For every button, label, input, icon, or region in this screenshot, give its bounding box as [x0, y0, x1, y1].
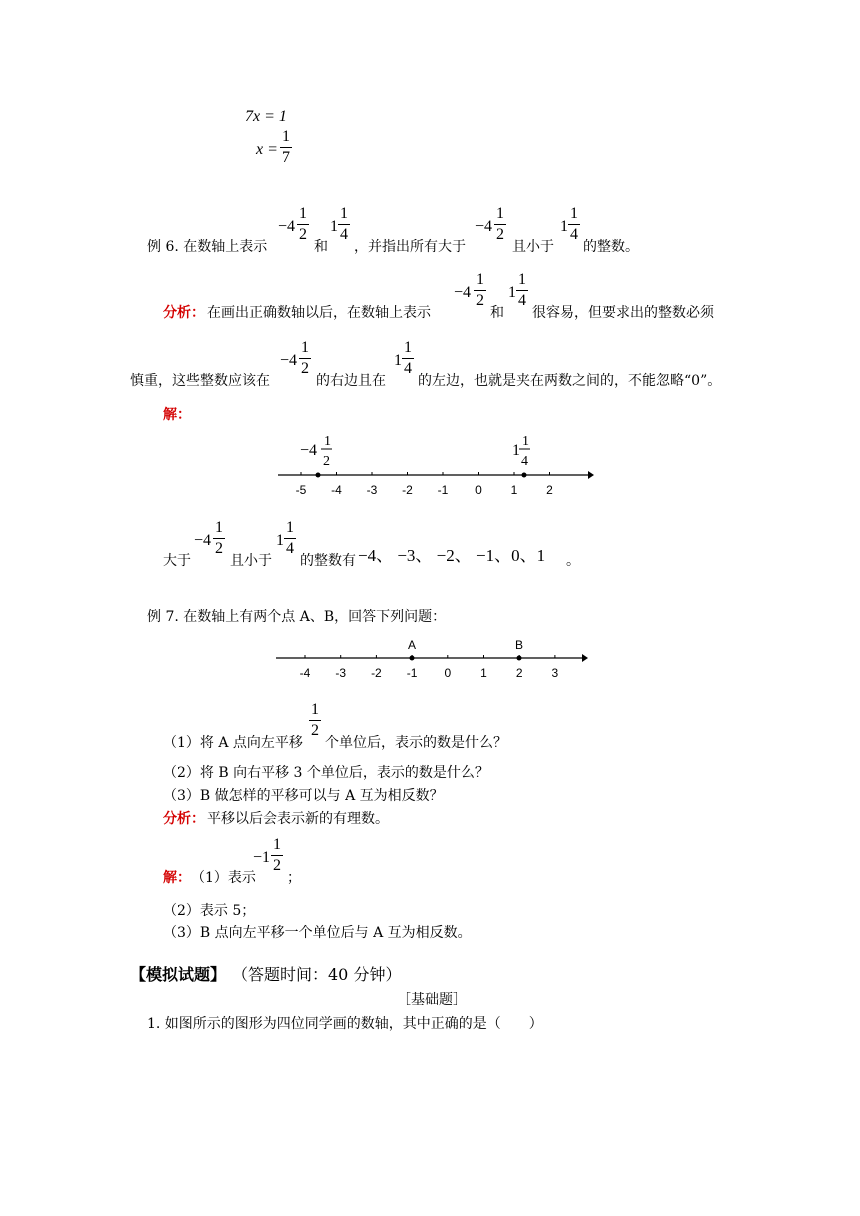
ex7-tick-label-7: 3 [551, 666, 559, 680]
ex6-analysis-and: 和 [490, 305, 504, 321]
ex7-tick-label-6: 2 [515, 666, 523, 680]
ex6-tick-label-3: -2 [402, 483, 413, 497]
equation-x-label: x = [256, 141, 278, 158]
ex7-number-line [270, 632, 600, 687]
label-pos-num: 1 [522, 434, 529, 449]
ex6-analysis-e: 的左边，也就是夹在两数之间的，不能忽略“0”。 [418, 373, 722, 389]
label-neg-num: 1 [324, 434, 331, 449]
ex6-pos-whole-2: 1 [560, 218, 568, 235]
ex6-suffix: 的整数。 [583, 239, 639, 255]
ex6-prefix: 例 6. 在数轴上表示 [147, 239, 268, 255]
ex6-analysis-neg-whole-2: −4 [280, 352, 298, 369]
ex6-answer-pos-fraction: 1 4 [286, 519, 294, 557]
ex6-tick-label-2: -3 [366, 483, 378, 497]
ex6-analysis-c: 慎重，这些整数应该在 [130, 373, 270, 389]
ex7-tick-label-5: 1 [480, 666, 487, 680]
ex7-s1-fraction: 1 2 [273, 836, 281, 874]
ex6-answer-b: 且小于 [230, 553, 272, 569]
ex6-analysis-neg-whole: −4 [454, 284, 472, 301]
ex7-s1: （1）表示 [191, 870, 256, 886]
ex6-analysis-b: 很容易，但要求出的整数必须 [532, 305, 714, 321]
ex7-s1-end: ； [287, 870, 301, 886]
ex6-tick-label-5: 0 [475, 483, 482, 497]
ex6-analysis-neg-fraction: 1 2 [476, 271, 484, 309]
ex6-and: 和 [314, 239, 328, 255]
ex7-solution-label: 解： [163, 870, 191, 886]
point-neg-4-half [316, 473, 321, 478]
ex6-neg-fraction-2: 1 2 [496, 205, 504, 243]
ex6-answer-a: 大于 [163, 553, 191, 569]
ex6-neg-fraction: 1 2 [299, 205, 307, 243]
ex7-q1a: （1）将 A 点向左平移 [163, 735, 303, 751]
mock-section: ［基础题］ [397, 992, 467, 1008]
ex6-analysis-a: 在画出正确数轴以后，在数轴上表示 [207, 305, 431, 321]
label-neg-whole: −4 [300, 442, 318, 459]
ex6-answer-neg-whole: −4 [194, 532, 212, 549]
ex6-answer-pos-whole: 1 [276, 532, 284, 549]
mock-time: （答题时间：40 分钟） [232, 965, 402, 984]
ex6-analysis-pos-fraction: 1 4 [518, 271, 526, 309]
ex6-answer-neg-fraction: 1 2 [215, 519, 223, 557]
ex7-s2: （2）表示 5； [163, 903, 256, 919]
point-a [410, 656, 415, 661]
ex6-answer-list: −4、 −3、 −2、 −1、0、1 [358, 546, 546, 565]
ex6-analysis-pos-fraction-2: 1 4 [404, 339, 412, 377]
ex7-tick-label-0: -4 [299, 666, 311, 680]
label-neg-den: 2 [323, 454, 330, 469]
ex6-pos-whole: 1 [330, 218, 338, 235]
ex6-answer-c: 的整数有 [300, 553, 356, 569]
mock-title: 【模拟试题】 [130, 965, 227, 984]
point-1-quarter [522, 473, 527, 478]
mock-q1: 1. 如图所示的图形为四位同学画的数轴，其中正确的是（ ） [147, 1016, 543, 1032]
ex7-prefix: 例 7. 在数轴上有两个点 A、B，回答下列问题： [147, 609, 447, 625]
ex6-analysis-label: 分析： [163, 305, 205, 321]
ex6-pos-fraction: 1 4 [340, 205, 348, 243]
equation-line-1: 7x = 1 [245, 108, 287, 125]
ex6-tick-label-4: -1 [437, 483, 449, 497]
ex6-pos-fraction-2: 1 4 [570, 205, 578, 243]
ex6-neg-whole: −4 [278, 218, 296, 235]
ex7-tick-label-4: 0 [444, 666, 452, 680]
ex6-tick-label-6: 1 [510, 483, 518, 497]
ex6-tick-label-7: 2 [546, 483, 553, 497]
ex6-and2: 且小于 [512, 239, 554, 255]
label-pos-den: 4 [521, 454, 528, 469]
ex7-q2: （2）将 B 向右平移 3 个单位后，表示的数是什么？ [163, 765, 489, 781]
ex7-analysis-label: 分析： [163, 811, 205, 827]
ex6-analysis-d: 的右边且在 [316, 373, 386, 389]
ex6-tick-label-0: -5 [295, 483, 307, 497]
label-point-a: A [408, 638, 417, 652]
fraction-one-seventh: 1 7 [282, 128, 290, 166]
ex6-mid: ，并指出所有大于 [354, 239, 466, 255]
ex7-q1-fraction: 1 2 [311, 701, 319, 739]
label-point-b: B [515, 638, 524, 652]
ex7-tick-label-3: -1 [406, 666, 418, 680]
ex7-tick-label-2: -2 [371, 666, 382, 680]
ex6-number-line [270, 425, 600, 500]
ex7-tick-label-1: -3 [335, 666, 347, 680]
ex7-q1b: 个单位后，表示的数是什么？ [325, 735, 507, 751]
ex7-s1-whole: −1 [253, 849, 271, 866]
ex6-tick-label-1: -4 [331, 483, 342, 497]
ex6-analysis-pos-whole: 1 [508, 284, 516, 301]
label-pos-whole: 1 [512, 442, 520, 459]
ex6-analysis-pos-whole-2: 1 [394, 352, 402, 369]
ex7-analysis: 平移以后会表示新的有理数。 [207, 811, 389, 827]
ex6-solution-label: 解： [163, 407, 191, 423]
ex7-s3: （3）B 点向左平移一个单位后与 A 互为相反数。 [163, 925, 472, 941]
point-b [517, 656, 522, 661]
ex6-analysis-neg-fraction-2: 1 2 [301, 339, 309, 377]
ex6-answer-end: 。 [566, 553, 580, 569]
ex7-q3: （3）B 做怎样的平移可以与 A 互为相反数？ [163, 788, 444, 804]
ex6-neg-whole-2: −4 [475, 218, 493, 235]
